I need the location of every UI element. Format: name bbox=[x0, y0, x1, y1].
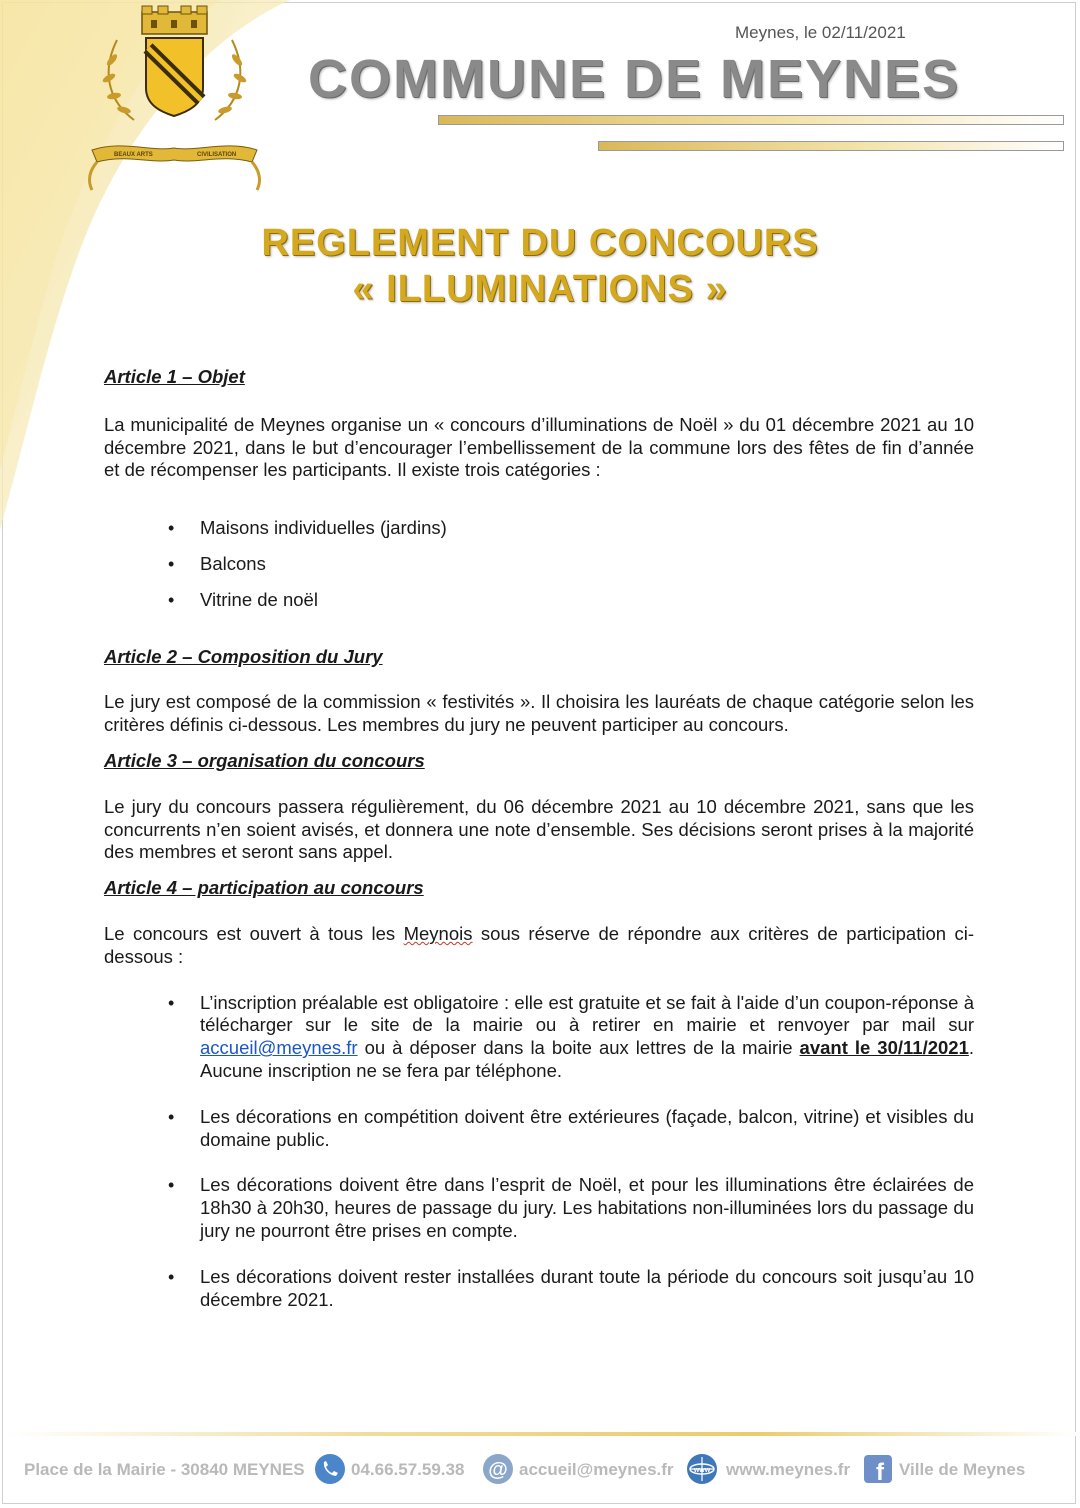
intro-text-after: sous réserve de répondre aux critères de participation ci-dessous : bbox=[104, 922, 974, 967]
criteria-1-text-after: . Aucune inscription ne se fera par téléphone. bbox=[200, 1037, 975, 1081]
article-2-text: Le jury est composé de la commission « festivités ». Il choisira les lauréats de chaque catégorie selon les critères définis ci-dessous. Les membres du jury ne peuvent participer au concours. bbox=[104, 691, 974, 736]
criteria-1-text-before: L’inscription préalable est obligatoire : elle est gratuite et se fait à l'aide d’un coupon-réponse à télécharger sur le site de la mairie ou à retirer en mairie et renvoyer par mail sur bbox=[200, 991, 974, 1036]
meynois-word: Meynois bbox=[403, 922, 473, 944]
page-footer bbox=[0, 1448, 1080, 1492]
list-item: • Maisons individuelles (jardins) bbox=[104, 517, 974, 540]
document-body bbox=[104, 366, 974, 1311]
commune-title: COMMUNE DE MEYNES bbox=[308, 49, 961, 109]
svg-text:@: @ bbox=[488, 1459, 508, 1481]
criteria-1-text-mid: ou à déposer dans la boite aux lettres de la mairie bbox=[357, 1037, 800, 1059]
document-title-line1: REGLEMENT DU CONCOURS bbox=[261, 222, 819, 264]
commune-crest-logo bbox=[82, 0, 267, 195]
crest-label-left: BEAUX ARTS bbox=[114, 152, 153, 158]
footer-phone: 04.66.57.59.38 bbox=[351, 1460, 465, 1479]
facebook-icon bbox=[862, 1453, 894, 1485]
header-rule-bottom bbox=[598, 141, 1064, 151]
article-3-heading: Article 3 – organisation du concours bbox=[104, 749, 425, 771]
header-rule-top bbox=[438, 115, 1064, 125]
article-1-heading: Article 1 – Objet bbox=[104, 366, 245, 387]
list-item: • Les décorations en compétition doivent être extérieures (façade, balcon, vitrine) et visibles du domaine public. bbox=[104, 1106, 974, 1152]
article-3-text: Le jury du concours passera régulièrement, du 06 décembre 2021 au 10 décembre 2021, sans que les concurrents n’en soient avisés, et donnera une note d’ensemble. Ses décisions seront prises à la majorité des membres et seront sans appel. bbox=[104, 795, 974, 863]
email-link[interactable]: accueil@meynes.fr bbox=[200, 1037, 358, 1059]
article-4-heading: Article 4 – participation au concours bbox=[104, 877, 424, 899]
footer-facebook[interactable]: Ville de Meynes bbox=[899, 1460, 1026, 1479]
list-item: • Balcons bbox=[104, 553, 974, 576]
participation-criteria-list bbox=[104, 992, 974, 1312]
globe-icon bbox=[686, 1453, 718, 1485]
article-4-intro bbox=[104, 923, 974, 969]
svg-text:f: f bbox=[876, 1459, 884, 1485]
document-title-line2: « ILLUMINATIONS » bbox=[352, 268, 728, 310]
deadline-text: avant le 30/11/2021 bbox=[799, 1037, 969, 1059]
svg-text:www: www bbox=[693, 1467, 711, 1474]
phone-icon bbox=[314, 1453, 346, 1485]
at-icon bbox=[482, 1453, 514, 1485]
footer-email[interactable]: accueil@meynes.fr bbox=[519, 1460, 674, 1479]
footer-address: Place de la Mairie - 30840 MEYNES bbox=[24, 1460, 305, 1479]
article-2-heading: Article 2 – Composition du Jury bbox=[104, 645, 383, 667]
document-date: Meynes, le 02/11/2021 bbox=[735, 23, 906, 42]
categories-list bbox=[104, 517, 974, 611]
footer-website[interactable]: www.meynes.fr bbox=[726, 1460, 851, 1479]
list-item: • Les décorations doivent rester installées durant toute la période du concours soit jusqu’au 10 décembre 2021. bbox=[104, 1266, 974, 1312]
crest-label-right: CIVILISATION bbox=[197, 152, 237, 158]
intro-text-before: Le concours est ouvert à tous les bbox=[104, 922, 404, 944]
article-1-text: La municipalité de Meynes organise un « concours d’illuminations de Noël » du 01 décembre 2021 au 10 décembre 2021, dans le but d’encourager l’embellissement de la commune lors des fêtes de fin d’année et de récompenser les participants. Il existe trois catégories : bbox=[104, 413, 974, 481]
list-item: • Vitrine de noël bbox=[104, 589, 974, 612]
footer-rule bbox=[4, 1432, 1076, 1436]
list-item: • Les décorations doivent être dans l’esprit de Noël, et pour les illuminations être éclairées de 18h30 à 20h30, heures de passage du jury. Les habitations non-illuminées lors du passage du jury ne pourront être prises en compte. bbox=[104, 1174, 974, 1242]
list-item bbox=[104, 992, 974, 1083]
